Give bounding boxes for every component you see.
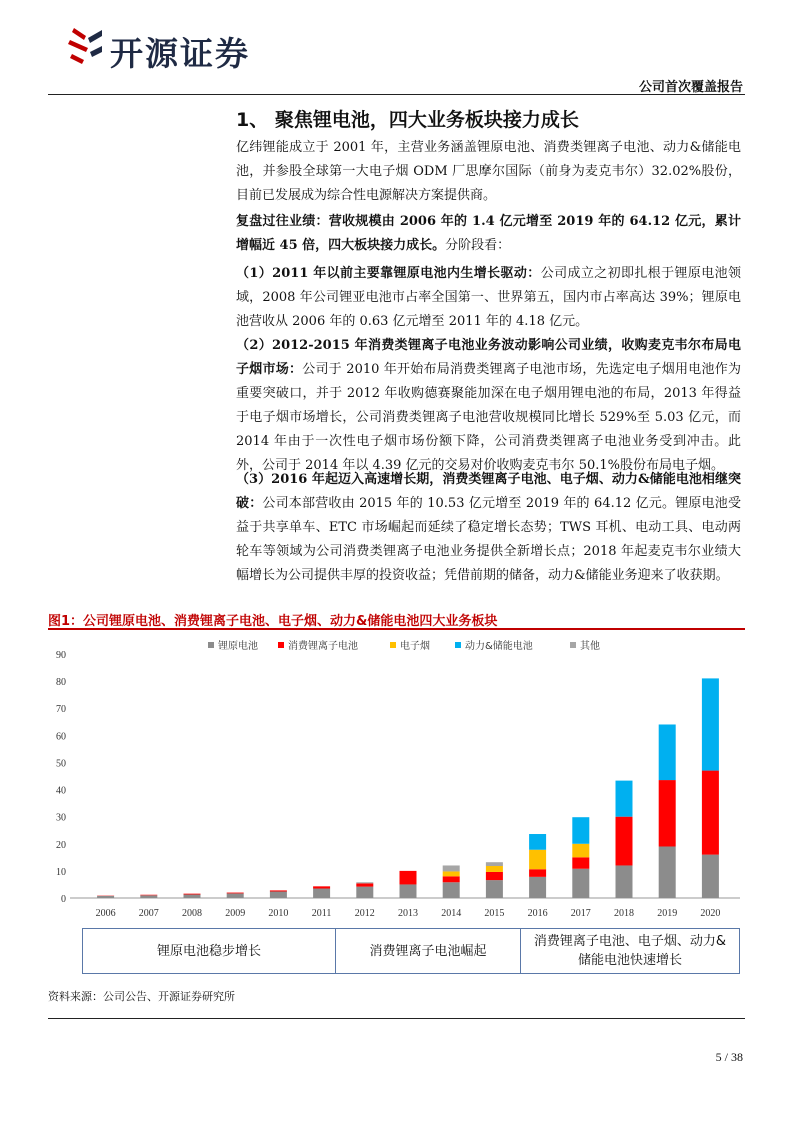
x-tick-label: 2007 <box>138 908 159 919</box>
paragraph-lead: （2）2012-2015 年消费类锂离子电池业务波动影响公司业绩，收购麦克韦尔布局电子烟市场： <box>236 338 741 377</box>
legend-label: 消费锂离子电池 <box>288 641 358 652</box>
bar-segment <box>572 817 589 844</box>
paragraph-phase-1 <box>236 262 741 334</box>
bar-segment <box>529 834 546 850</box>
footer-divider <box>48 1018 745 1019</box>
y-tick-label: 30 <box>56 812 66 824</box>
page-number: 5 / 38 <box>715 1050 743 1064</box>
bar-segment <box>270 890 287 891</box>
legend-swatch <box>570 642 576 648</box>
bar-segment <box>616 817 633 866</box>
legend-swatch <box>455 642 461 648</box>
legend-swatch <box>390 642 396 648</box>
bar-segment <box>270 891 287 898</box>
bar-segment <box>227 893 244 894</box>
brand-name: 开源证券 <box>110 34 250 73</box>
figure-source: 资料来源：公司公告、开源证券研究所 <box>48 990 235 1003</box>
bar-segment <box>486 862 503 866</box>
bar-segment <box>97 896 114 898</box>
y-tick-label: 90 <box>56 650 66 661</box>
bar-segment <box>140 895 157 898</box>
y-tick-label: 80 <box>56 677 66 689</box>
figure-caption: 图1：公司锂原电池、消费锂离子电池、电子烟、动力&储能电池四大业务板块 <box>48 614 498 629</box>
y-tick-label: 0 <box>61 894 66 905</box>
bar-segment <box>443 871 460 876</box>
paragraph-text: 分阶段看： <box>445 238 511 253</box>
paragraph-intro <box>236 136 741 208</box>
x-tick-label: 2009 <box>225 908 246 919</box>
bar-segment <box>486 866 503 872</box>
legend-swatch <box>278 642 284 648</box>
bar-segment <box>184 894 201 898</box>
phase-cell-3: 消费锂离子电池、电子烟、动力&储能电池快速增长 <box>533 934 727 968</box>
bar-segment <box>572 857 589 868</box>
phase-table <box>82 928 740 974</box>
bar-segment <box>400 884 417 898</box>
bar-segment <box>356 882 373 883</box>
y-tick-label: 40 <box>56 785 66 797</box>
revenue-chart <box>40 628 752 924</box>
bar-segment <box>659 846 676 898</box>
phase-cell-2: 消费锂离子电池崛起 <box>336 929 521 973</box>
paragraph-text: 公司于 2010 年开始布局消费类锂离子电池市场，先选定电子烟用电池作为重要突破口，并于 2012 年收购德赛聚能加深在电子烟用锂电池的布局，2013 年得益于电子烟市场增长，公司消费类锂离子电池营收规模同比增长 529%至 5.03 亿元，而 2014 年由于一次性电子烟市场份额下降，公司消费类锂离子电池业务受到冲击。此外，公司于 2014 年以 4.39 亿元的交易对价收购麦克韦尔 50.1%股份布局电子烟。 <box>236 362 741 473</box>
paragraph-text: 公司成立之初即扎根于锂原电池领域，2008 年公司锂亚电池市占率全国第一、世界第五，国内市占率高达 39%；锂原电池营收从 2006 年的 0.63 亿元增至 2011 年的 4.18 亿元。 <box>236 266 741 329</box>
bar-segment <box>400 871 417 885</box>
section-heading: 1、 聚焦锂电池，四大业务板块接力成长 <box>236 109 579 131</box>
x-tick-label: 2020 <box>700 908 721 919</box>
bar-segment <box>356 883 373 886</box>
paragraph-text: 亿纬锂能成立于 2001 年，主营业务涵盖锂原电池、消费类锂离子电池、动力&储能电池，并参股全球第一大电子烟 ODM 厂思摩尔国际（前身为麦克韦尔）32.02%股份，目前已发展成为综合性电源解决方案提供商。 <box>236 140 741 203</box>
x-tick-label: 2018 <box>614 908 634 919</box>
x-tick-label: 2014 <box>441 908 462 919</box>
bar-segment <box>572 844 589 858</box>
legend-label: 动力&储能电池 <box>465 641 533 652</box>
logo-icon <box>68 26 104 70</box>
legend-label: 电子烟 <box>400 641 430 652</box>
y-tick-label: 60 <box>56 731 66 743</box>
x-tick-label: 2017 <box>570 908 591 919</box>
phase-cell-1: 锂原电池稳步增长 <box>83 929 336 973</box>
bar-segment <box>659 724 676 780</box>
bar-segment <box>443 865 460 871</box>
paragraph-lead: （3）2016 年起迈入高速增长期，消费类锂离子电池、电子烟、动力&储能电池相继突破： <box>236 472 741 511</box>
bar-segment <box>702 771 719 855</box>
bar-segment <box>443 882 460 898</box>
bar-segment <box>486 880 503 898</box>
x-tick-label: 2006 <box>95 908 116 919</box>
bar-segment <box>140 895 157 896</box>
y-tick-label: 70 <box>56 704 66 716</box>
bar-segment <box>529 850 546 870</box>
header-divider <box>48 94 745 95</box>
x-tick-label: 2011 <box>311 908 332 919</box>
legend-swatch <box>208 642 214 648</box>
bar-segment <box>702 855 719 898</box>
x-tick-label: 2013 <box>398 908 418 919</box>
bar-segment <box>659 780 676 846</box>
bar-segment <box>313 889 330 898</box>
bar-segment <box>572 869 589 898</box>
bar-segment <box>529 877 546 898</box>
y-tick-label: 20 <box>56 839 66 851</box>
bar-segment <box>529 869 546 877</box>
paragraph-phase-3 <box>236 468 741 588</box>
y-tick-label: 10 <box>56 866 66 878</box>
bar-segment <box>184 894 201 895</box>
bar-segment <box>702 678 719 770</box>
y-tick-label: 50 <box>56 758 66 770</box>
bar-segment <box>616 865 633 898</box>
legend-label: 锂原电池 <box>218 641 258 652</box>
paragraph-text: 公司本部营收由 2015 年的 10.53 亿元增至 2019 年的 64.12 亿元。锂原电池受益于共享单车、ETC 市场崛起而延续了稳定增长态势；TWS 耳机、电动工具、电动两轮车等领域为公司消费类锂离子电池业务提供全新增长点；2018 年起麦克韦尔业绩大幅增长为公司提供丰厚的投资收益；凭借前期的储备，动力&储能业务迎来了收获期。 <box>236 496 741 583</box>
x-tick-label: 2008 <box>182 908 202 919</box>
x-tick-label: 2016 <box>527 908 548 919</box>
bar-segment <box>227 893 244 898</box>
x-tick-label: 2012 <box>354 908 375 919</box>
bar-segment <box>313 886 330 888</box>
paragraph-lead: 复盘过往业绩：营收规模由 2006 年的 1.4 亿元增至 2019 年的 64.12 亿元，累计增幅近 45 倍，四大板块接力成长。 <box>236 214 741 253</box>
legend-label: 其他 <box>580 641 600 652</box>
paragraph-phase-2 <box>236 334 741 478</box>
report-type-label: 公司首次覆盖报告 <box>638 80 743 95</box>
x-tick-label: 2019 <box>657 908 678 919</box>
bar-segment <box>356 887 373 898</box>
bar-segment <box>443 876 460 882</box>
x-tick-label: 2010 <box>268 908 289 919</box>
x-tick-label: 2015 <box>484 908 505 919</box>
bar-segment <box>616 781 633 817</box>
paragraph-lead: （1）2011 年以前主要靠锂原电池内生增长驱动： <box>236 266 541 281</box>
paragraph-review <box>236 210 741 258</box>
bar-segment <box>486 872 503 880</box>
